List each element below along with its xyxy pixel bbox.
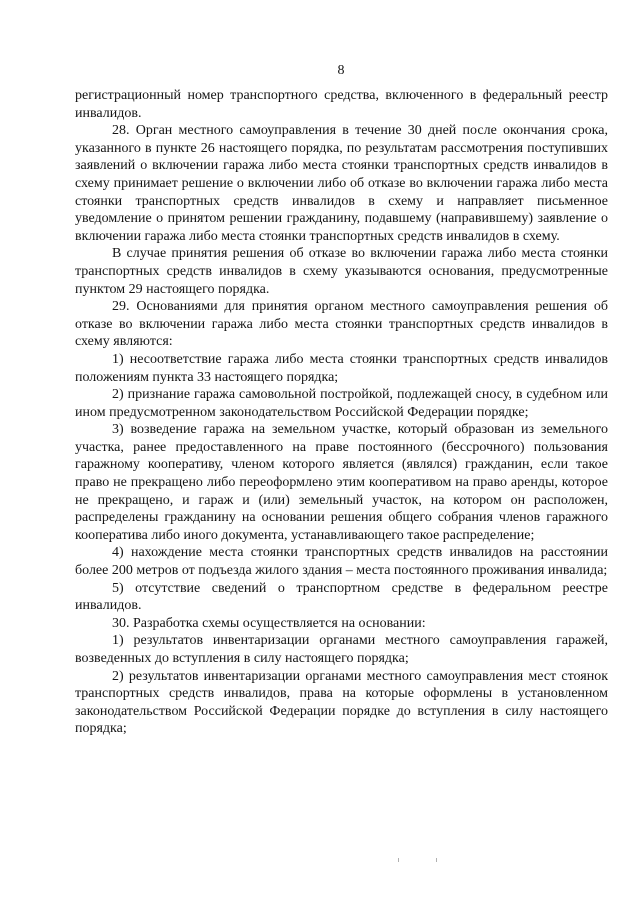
paragraph-item-28: 28. Орган местного самоуправления в течение 30 дней после окончания срока, указанного в пункте 26 настоящего порядка, по результатам рассмотрения поступивших заявлений о включении гаража либо места стоянки транспортных средств инвалидов в схему принимает решение о включении либо об отказе во включении гаража либо места стоянки транспортных средств инвалидов в схему и направляет письменное уведомление о принятом решении гражданину, подавшему (направившему) заявление о включении гаража либо места стоянки транспортных средств инвалидов в схему. [75,123,608,244]
list-item-29-2: 2) признание гаража самовольной постройкой, подлежащей сносу, в судебном или ином предусмотренном законодательством Российской Федерации порядке; [75,387,608,420]
paragraph-continuation: регистрационный номер транспортного средства, включенного в федеральный реестр инвалидов. [75,88,608,121]
list-item-29-4: 4) нахождение места стоянки транспортных средств инвалидов на расстоянии более 200 метров от подъезда жилого здания – места постоянного проживания инвалида; [75,545,608,579]
list-item-30-2: 2) результатов инвентаризации органами местного самоуправления мест стоянок транспортных средств инвалидов, права на которые оформлены в установленном законодательством Российской Федерации порядке до вступления в силу настоящего порядка; [75,668,608,737]
list-item-30-1: 1) результатов инвентаризации органами местного самоуправления гаражей, возведенных до вступления в силу настоящего порядка; [75,633,608,666]
list-item-29-1: 1) несоответствие гаража либо места стоянки транспортных средств инвалидов положениям пункта 33 настоящего порядка; [75,351,608,385]
paragraph-item-29: 29. Основаниями для принятия органом местного самоуправления решения об отказе во включении гаража либо места стоянки транспортных средств инвалидов в схему являются: [75,299,608,350]
paragraph-item-30: 30. Разработка схемы осуществляется на основании: [112,615,426,631]
list-item-29-5: 5) отсутствие сведений о транспортном средстве в федеральном реестре инвалидов. [75,580,608,614]
document-body [75,87,608,738]
list-item-29-3: 3) возведение гаража на земельном участке, который образован из земельного участка, ранее предоставленного на праве постоянного (бессрочного) пользования гаражному кооперативу, членом которого является (являлся) гражданин, если такое право не прекращено либо переоформлено этим кооперативом на право аренды, которое не прекращено, и гараж и (или) земельный участок, на котором он расположен, распределены гражданину на основании решения общего собрания членов гаражного кооператива либо иного документа, устанавливающего такое распределение; [75,422,608,543]
page-number: 8 [337,63,345,78]
scan-artifact [436,858,437,862]
scan-artifact [398,858,399,862]
paragraph-refusal-case: В случае принятия решения об отказе во включении гаража либо места стоянки транспортных средств инвалидов в схему указываются основания, предусмотренные пунктом 29 настоящего порядка. [75,246,608,297]
